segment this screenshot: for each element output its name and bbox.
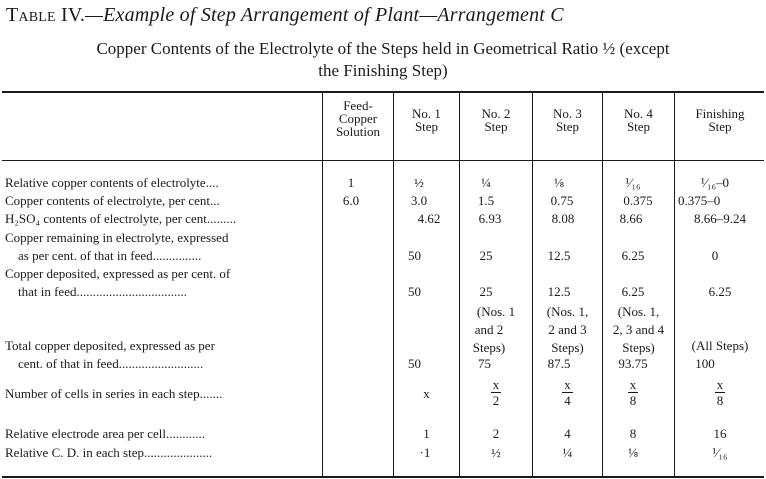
fraction-numerator: x bbox=[716, 377, 724, 392]
fraction-denominator: 8 bbox=[629, 393, 637, 408]
fraction-finishing bbox=[675, 377, 765, 408]
cell-step-2: 1.5 bbox=[477, 193, 495, 208]
cell-step-2: 25 bbox=[479, 248, 493, 263]
row-label-relative-copper: Relative copper contents of electrolyte.... bbox=[5, 175, 219, 190]
row-label-copper-deposited-cont: that in feed.................................. bbox=[18, 284, 187, 299]
cell-step-4: 6.25 bbox=[621, 284, 645, 299]
cell-step-4: 93.75 bbox=[618, 356, 648, 371]
cell-step-2: 25 bbox=[479, 284, 493, 299]
cell-step-4: 8 bbox=[629, 426, 637, 441]
column-divider bbox=[322, 93, 323, 476]
table-subtitle bbox=[0, 38, 766, 82]
cell-step-4: 6.25 bbox=[621, 248, 645, 263]
row-label-copper-deposited: Copper deposited, expressed as per cent. of bbox=[5, 266, 231, 281]
fraction-step-2 bbox=[460, 377, 532, 408]
table-top-rule bbox=[2, 91, 764, 93]
cell-step-3: ⅛ bbox=[554, 175, 564, 190]
cell-step-1: ·1 bbox=[419, 445, 431, 460]
cell-step-3: 12.5 bbox=[547, 284, 571, 299]
row-label-h2so4-pct: H₂SO₄ contents of electrolyte, per cent......... bbox=[5, 211, 237, 226]
row-label-copper-remaining: Copper remaining in electrolyte, expressed bbox=[5, 230, 229, 245]
fraction-step-4 bbox=[603, 377, 663, 408]
cell-step-2: 6.93 bbox=[478, 211, 502, 226]
cell-step-1: x bbox=[423, 386, 430, 401]
note-step-2: (Nos. 1 and 2 Steps) bbox=[472, 304, 516, 355]
table-bottom-rule bbox=[2, 476, 764, 478]
table-caption: —Example of Step Arrangement of Plant—Arrangement C bbox=[85, 4, 564, 26]
fraction-numerator: x bbox=[564, 377, 571, 392]
cell-step-1: 3.0 bbox=[410, 193, 428, 208]
cell-step-1: 50 bbox=[408, 284, 421, 299]
table-number: Table IV. bbox=[6, 4, 86, 26]
cell-step-1: 4.62 bbox=[417, 211, 441, 226]
cell-step-3: 4 bbox=[564, 426, 571, 441]
cell-finishing: 16 bbox=[713, 426, 727, 441]
row-label-relative-cd: Relative C. D. in each step..................... bbox=[5, 445, 213, 460]
note-step-3: (Nos. 1, 2 and 3 Steps) bbox=[546, 304, 589, 355]
table-title bbox=[6, 4, 564, 27]
fraction-denominator: 8 bbox=[716, 393, 724, 408]
cell-step-2: ½ bbox=[491, 445, 501, 460]
column-divider bbox=[393, 93, 394, 476]
cell-step-4: ¹⁄₁₆ bbox=[625, 175, 641, 190]
cell-step-1: 50 bbox=[408, 248, 421, 263]
fraction-step-3 bbox=[533, 377, 602, 408]
row-label-cells-in-series: Number of cells in series in each step....... bbox=[5, 386, 223, 401]
fraction-numerator: x bbox=[492, 377, 500, 392]
row-label-electrode-area: Relative electrode area per cell............ bbox=[5, 426, 205, 441]
cell-finishing: 6.25 bbox=[708, 284, 732, 299]
subtitle-line-2: the Finishing Step) bbox=[318, 61, 448, 80]
row-label-copper-pct: Copper contents of electrolyte, per cent... bbox=[5, 193, 220, 208]
cell-step-4: 8.66 bbox=[619, 211, 643, 226]
cell-finishing: 0.375–0 bbox=[678, 193, 721, 208]
note-step-4: (Nos. 1, 2, 3 and 4 Steps) bbox=[612, 304, 665, 355]
header-finishing-step: Finishing Step bbox=[695, 106, 745, 134]
cell-step-4: 0.375 bbox=[623, 193, 653, 208]
header-step-1: No. 1 Step bbox=[412, 106, 441, 134]
fraction-denominator: 2 bbox=[492, 393, 500, 408]
cell-step-3: ¼ bbox=[562, 445, 573, 460]
cell-feed: 1 bbox=[347, 175, 355, 190]
row-label-total-deposited-cont: cent. of that in feed.......................... bbox=[18, 356, 204, 371]
cell-step-1: 50 bbox=[408, 356, 421, 371]
cell-step-4: ⅛ bbox=[628, 445, 638, 460]
header-step-4: No. 4 Step bbox=[624, 106, 653, 134]
fraction-denominator: 4 bbox=[564, 393, 571, 408]
header-bottom-rule bbox=[2, 160, 764, 161]
cell-step-3: 8.08 bbox=[551, 211, 575, 226]
row-label-copper-remaining-cont: as per cent. of that in feed............... bbox=[18, 248, 202, 263]
cell-step-2: 75 bbox=[478, 356, 491, 371]
row-label-total-deposited: Total copper deposited, expressed as per bbox=[5, 338, 215, 353]
cell-step-3: 12.5 bbox=[547, 248, 571, 263]
header-feed-copper: Feed- Copper Solution bbox=[335, 98, 381, 139]
cell-step-2: 2 bbox=[492, 426, 500, 441]
cell-finishing: ¹⁄₁₆–0 bbox=[700, 175, 730, 190]
subtitle-line-1: Copper Contents of the Electrolyte of the Steps held in Geometrical Ratio ½ (except bbox=[96, 39, 670, 58]
cell-finishing: 100 bbox=[695, 356, 715, 371]
cell-step-2: ¼ bbox=[481, 175, 491, 190]
cell-feed: 6.0 bbox=[342, 193, 360, 208]
fraction-numerator: x bbox=[629, 377, 637, 392]
cell-finishing: ¹⁄₁₆ bbox=[712, 445, 728, 460]
cell-finishing: 0 bbox=[711, 248, 719, 263]
cell-step-3: 0.75 bbox=[550, 193, 574, 208]
header-step-2: No. 2 Step bbox=[481, 106, 511, 134]
cell-finishing: 8.66–9.24 bbox=[694, 211, 746, 226]
note-finishing: (All Steps) bbox=[691, 338, 749, 353]
cell-step-1: ½ bbox=[414, 175, 424, 190]
cell-step-1: 1 bbox=[423, 426, 430, 441]
header-step-3: No. 3 Step bbox=[553, 106, 582, 134]
cell-step-3: 87.5 bbox=[547, 356, 571, 371]
